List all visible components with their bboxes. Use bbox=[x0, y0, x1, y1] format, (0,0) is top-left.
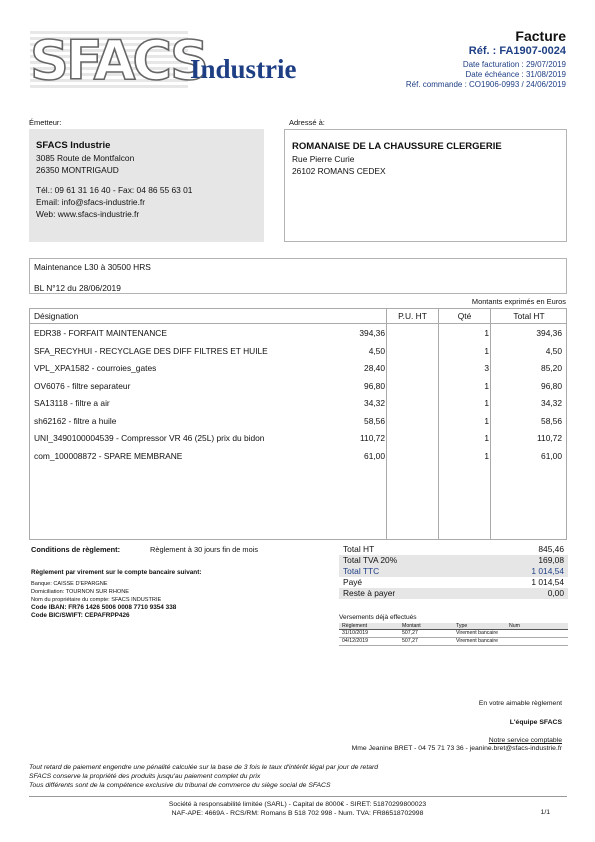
totals-box bbox=[339, 544, 568, 599]
cell-pu: 34,32 bbox=[364, 398, 385, 408]
payments-title: Versements déjà effectués bbox=[339, 614, 417, 621]
table-row bbox=[30, 412, 566, 430]
bank-domiciliation: Domiciliation: TOURNON SUR RHONE bbox=[31, 589, 130, 595]
ref-commande: Réf. commande : CO1906-0993 / 24/06/2019 bbox=[405, 80, 566, 89]
col-qte: Qté bbox=[457, 311, 472, 321]
items-table bbox=[29, 308, 567, 540]
footer-divider bbox=[29, 796, 567, 797]
emitter-email: Email: info@sfacs-industrie.fr bbox=[36, 197, 146, 207]
total-paye: Payé 1 014,54 bbox=[343, 577, 564, 587]
cell-designation: com_100008872 - SPARE MEMBRANE bbox=[34, 450, 183, 461]
cell-qte: 1 bbox=[484, 398, 489, 408]
emitter-label: Émetteur: bbox=[29, 118, 62, 127]
table-row bbox=[30, 324, 566, 342]
cell-pu: 96,80 bbox=[364, 380, 385, 391]
cell-pu: 58,56 bbox=[364, 415, 385, 426]
recipient-address1: Rue Pierre Curie bbox=[292, 154, 355, 164]
payments-made bbox=[339, 614, 568, 646]
recipient-label: Adressé à: bbox=[289, 118, 325, 127]
total-tva: Total TVA 20% 169,08 bbox=[339, 555, 568, 566]
cell-pu: 4,50 bbox=[368, 345, 385, 356]
col-pu: P.U. HT bbox=[398, 311, 427, 321]
legal-line: SFACS conserve la propriété des produits jusqu'au paiement complet du prix bbox=[29, 773, 261, 780]
cell-total: 34,32 bbox=[541, 398, 562, 408]
accounting-service: Notre service comptable bbox=[488, 737, 562, 744]
emitter-name: SFACS Industrie bbox=[36, 140, 111, 151]
col-designation: Désignation bbox=[34, 311, 79, 321]
date-echeance: Date échéance : 31/08/2019 bbox=[465, 70, 566, 79]
date-facturation: Date facturation : 29/07/2019 bbox=[462, 60, 566, 69]
table-row bbox=[30, 377, 566, 395]
cell-total: 85,20 bbox=[541, 363, 562, 373]
cell-total: 394,36 bbox=[536, 328, 562, 338]
recipient-name: ROMANAISE DE LA CHAUSSURE CLERGERIE bbox=[292, 141, 502, 152]
cell-designation: sh62162 - filtre a huile bbox=[34, 415, 117, 426]
cell-designation: UNI_3490100004539 - Compressor VR 46 (25L) prix du bidon bbox=[34, 433, 265, 443]
cell-qte: 3 bbox=[484, 363, 489, 373]
bank-name: Banque: CAISSE D'EPARGNE bbox=[31, 581, 108, 587]
conditions-label: Conditions de règlement: bbox=[31, 545, 121, 554]
cell-pu: 28,40 bbox=[364, 363, 385, 373]
recipient-box bbox=[284, 129, 567, 242]
invoice-header bbox=[406, 28, 566, 90]
cell-designation: SFA_RECYHUI - RECYCLAGE DES DIFF FILTRES ET HUILE bbox=[34, 345, 268, 356]
footer-line2: NAF-APE: 4669A - RCS/RM: Romans B 518 702 998 - Num. TVA: FR86518702998 bbox=[171, 810, 424, 817]
emitter-box bbox=[29, 129, 264, 242]
cell-designation: SA13118 - filtre a air bbox=[34, 398, 110, 408]
table-row bbox=[30, 359, 566, 377]
cell-qte: 1 bbox=[484, 433, 489, 443]
conditions-value: Règlement à 30 jours fin de mois bbox=[150, 545, 259, 554]
col-total: Total HT bbox=[513, 311, 545, 321]
payments-header: Règlement Montant Type Num bbox=[339, 623, 568, 630]
team-signature: L'équipe SFACS bbox=[509, 719, 562, 726]
info-line2: BL N°12 du 28/06/2019 bbox=[34, 283, 121, 293]
emitter-address2: 26350 MONTRIGAUD bbox=[36, 165, 119, 175]
legal-line: Tout retard de paiement engendre une pénalité calculée sur la base de 3 fois le taux d'intérêt légal par jour de retard bbox=[29, 764, 379, 771]
payment-row: 31/10/2019 507,27 Virement bancaire bbox=[339, 630, 568, 638]
cell-qte: 1 bbox=[484, 380, 489, 391]
invoice-title: Facture bbox=[515, 28, 566, 44]
payment-row: 04/12/2019 507,27 Virement bancaire bbox=[339, 638, 568, 646]
company-logo bbox=[30, 30, 320, 92]
cell-qte: 1 bbox=[484, 415, 489, 426]
currency-note: Montants exprimés en Euros bbox=[471, 297, 566, 306]
emitter-phone: Tél.: 09 61 31 16 40 - Fax: 04 86 55 63 01 bbox=[36, 185, 193, 195]
total-reste: Reste à payer 0,00 bbox=[339, 588, 568, 599]
emitter-address1: 3085 Route de Montfalcon bbox=[36, 153, 135, 163]
virement-title: Règlement par virement sur le compte bancaire suivant: bbox=[31, 569, 202, 576]
total-ttc: Total TTC 1 014,54 bbox=[339, 566, 568, 577]
page-number: 1/1 bbox=[540, 809, 550, 816]
cell-total: 58,56 bbox=[541, 415, 562, 426]
cell-total: 4,50 bbox=[545, 345, 562, 356]
logo-word: Industrie bbox=[190, 54, 297, 84]
cell-designation: OV6076 - filtre separateur bbox=[34, 380, 131, 391]
footer bbox=[0, 800, 595, 818]
cell-pu: 110,72 bbox=[360, 433, 385, 443]
cell-total: 96,80 bbox=[541, 380, 562, 391]
footer-line1: Société à responsabilité limitée (SARL) - Capital de 8000€ - SIRET: 51870299800023 bbox=[168, 801, 427, 808]
cell-pu: 394,36 bbox=[359, 328, 385, 338]
cell-qte: 1 bbox=[484, 345, 489, 356]
cell-pu: 61,00 bbox=[364, 450, 385, 461]
table-row bbox=[30, 429, 566, 447]
bank-iban: Code IBAN: FR76 1426 5006 0008 7710 9354 338 bbox=[31, 604, 177, 611]
bank-owner: Nom du propriétaire du compte: SFACS INDUSTRIE bbox=[31, 597, 162, 603]
emitter-web: Web: www.sfacs-industrie.fr bbox=[36, 209, 140, 219]
greeting: En votre aimable règlement bbox=[478, 700, 562, 707]
cell-designation: EDR38 - FORFAIT MAINTENANCE bbox=[34, 328, 167, 338]
logo-mark: SFACS bbox=[30, 29, 206, 92]
cell-designation: VPL_XPA1582 - courroies_gates bbox=[34, 363, 157, 373]
total-ht: Total HT 845,46 bbox=[343, 544, 564, 554]
legal-line: Tous différents sont de la compétence exclusive du tribunal de commerce du siège social de SFACS bbox=[29, 782, 331, 789]
cell-total: 61,00 bbox=[541, 450, 562, 461]
cell-qte: 1 bbox=[484, 328, 489, 338]
cell-total: 110,72 bbox=[537, 433, 562, 443]
table-row bbox=[30, 342, 566, 360]
info-line1: Maintenance L30 à 30500 HRS bbox=[34, 262, 151, 272]
payment-conditions bbox=[31, 545, 331, 620]
legal-notes bbox=[29, 763, 378, 790]
contact-line: Mme Jeanine BRET - 04 75 71 73 36 - jeanine.bret@sfacs-industrie.fr bbox=[351, 745, 562, 752]
table-row bbox=[30, 394, 566, 412]
cell-qte: 1 bbox=[484, 450, 489, 461]
recipient-address2: 26102 ROMANS CEDEX bbox=[292, 166, 386, 176]
signature-block bbox=[352, 700, 562, 752]
bank-bic: Code BIC/SWIFT: CEPAFRPP426 bbox=[31, 612, 130, 619]
table-row bbox=[30, 447, 566, 465]
invoice-ref: Réf. : FA1907-0024 bbox=[468, 45, 566, 57]
invoice-info-box bbox=[29, 258, 567, 294]
